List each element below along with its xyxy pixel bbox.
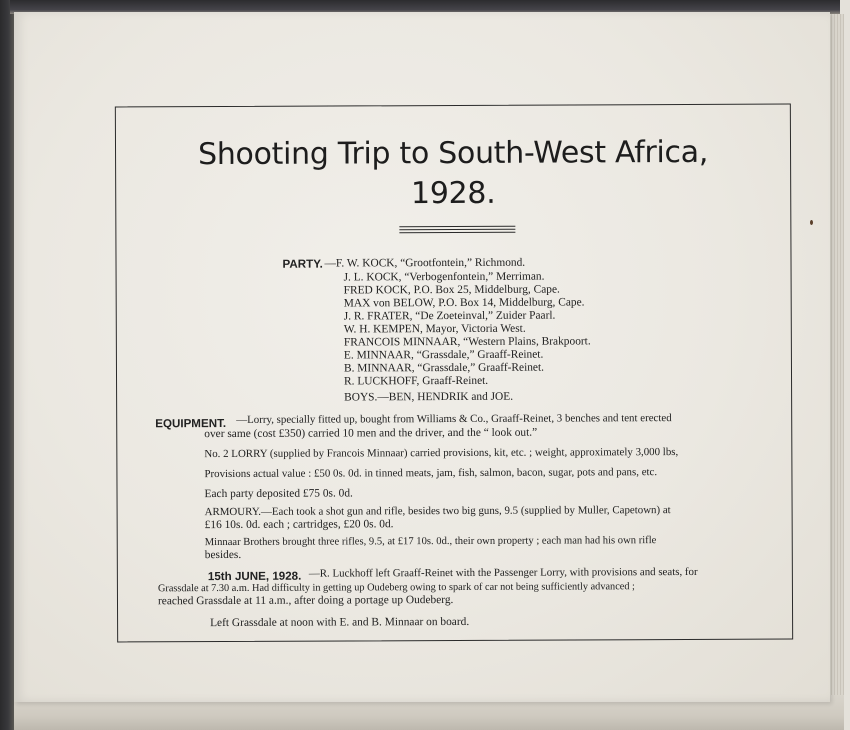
party-member: MAX von BELOW, P.O. Box 14, Middelburg, Cape. bbox=[343, 296, 585, 310]
paper-mark bbox=[810, 220, 813, 225]
provisions-text: Provisions actual value : £50 0s. 0d. in tinned meats, jam, fish, salmon, bacon, sugar, pots and pans, etc. bbox=[204, 466, 658, 481]
party-label: PARTY. bbox=[282, 257, 323, 271]
party-member: B. MINNAAR, “Grassdale,” Graaff-Reinet. bbox=[343, 361, 545, 375]
june-text: —R. Luckhoff left Graaff-Reinet with the Passenger Lorry, with provisions and seats, for bbox=[308, 565, 698, 580]
title-rule-1 bbox=[399, 226, 515, 228]
lorry-text: No. 2 LORRY (supplied by Francois Minnaar) carried provisions, kit, etc. ; weight, approximately 3,000 lbs, bbox=[204, 446, 679, 461]
book-spine bbox=[0, 0, 14, 730]
armoury-text: £16 10s. 0d. each ; cartridges, £20 0s. 0d. bbox=[204, 518, 394, 532]
deposit-text: Each party deposited £75 0s. 0d. bbox=[204, 487, 353, 501]
june-text: Grassdale at 7.30 a.m. Had difficulty in getting up Oudeberg owing to spark of car not being sufficiently advanced ; bbox=[157, 581, 635, 595]
title-rule-3 bbox=[399, 232, 515, 234]
minnaar-text: besides. bbox=[204, 548, 242, 562]
party-member: FRED KOCK, P.O. Box 25, Middelburg, Cape. bbox=[343, 283, 560, 297]
party-member: J. R. FRATER, “De Zoeteinval,” Zuider Paarl. bbox=[343, 309, 556, 323]
page-title: Shooting Trip to South-West Africa, bbox=[197, 134, 709, 173]
album-page bbox=[14, 12, 830, 702]
bordered-frame bbox=[115, 104, 793, 643]
party-boys: BOYS.—BEN, HENDRIK and JOE. bbox=[344, 390, 514, 404]
june-label: 15th JUNE, 1928. bbox=[207, 569, 302, 584]
party-member: FRANCOIS MINNAAR, “Western Plains, Brakpoort. bbox=[343, 335, 591, 349]
equipment-label: EQUIPMENT. bbox=[155, 416, 227, 431]
party-member: —F. W. KOCK, “Grootfontein,” Richmond. bbox=[324, 256, 526, 270]
party-member: R. LUCKHOFF, Graaff-Reinet. bbox=[344, 374, 489, 388]
party-member: J. L. KOCK, “Verbogenfontein,” Merriman. bbox=[343, 270, 545, 284]
equipment-text: —Lorry, specially fitted up, bought from Williams & Co., Graaff-Reinet, 3 benches and tent erected bbox=[236, 412, 672, 426]
page-title-year: 1928. bbox=[410, 175, 496, 212]
equipment-text: over same (cost £350) carried 10 men and the driver, and the “ look out.” bbox=[204, 426, 538, 441]
title-rule-2 bbox=[399, 229, 515, 231]
june-text: reached Grassdale at 11 a.m., after doing a portage up Oudeberg. bbox=[157, 594, 454, 608]
minnaar-text: Minnaar Brothers brought three rifles, 9.5, at £17 10s. 0d., their own property ; each man had his own rifle bbox=[204, 535, 657, 549]
party-member: E. MINNAAR, “Grassdale,” Graaff-Reinet. bbox=[343, 348, 544, 362]
armoury-text: ARMOURY.—Each took a shot gun and rifle, besides two big guns, 9.5 (supplied by Muller, Capetown) at bbox=[204, 504, 671, 519]
party-member: W. H. KEMPEN, Mayor, Victoria West. bbox=[343, 322, 526, 336]
june-text: Left Grassdale at noon with E. and B. Minnaar on board. bbox=[210, 615, 470, 630]
